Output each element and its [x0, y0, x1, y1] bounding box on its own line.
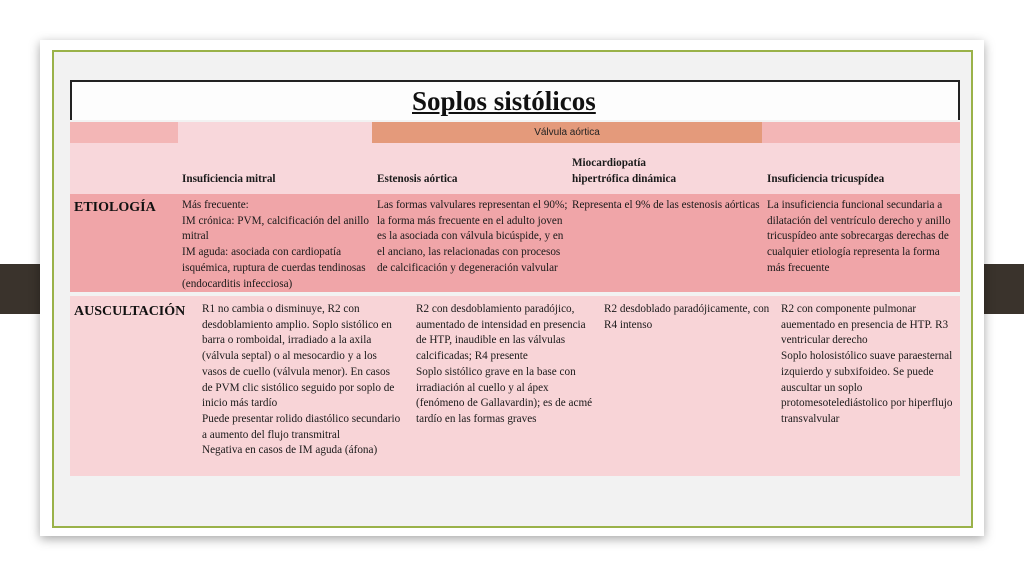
etiologia-estenosis-aortica: Las formas valvulares representan el 90%; la forma más frecuente en el adulto joven es la asociada con válvula bicúspide, y en el anciano, las relacionadas con procesos de calcificación y degeneración valvular: [377, 199, 568, 274]
column-header-insuficiencia-tricuspidea: Insuficiencia tricuspídea: [767, 173, 885, 185]
slide: [40, 40, 984, 536]
auscultacion-estenosis-aortica: R2 con desdoblamiento paradójico, aumentado de intensidad en presencia de HTP, inaudible en las válvulas calcificadas; R4 presente Soplo sistólico grave en la base con irradiación al cuello y al ápex (fenómeno de Gallavardin); es de acmé tardío en las formas graves: [416, 303, 593, 425]
page-title: Soplos sistólicos: [412, 86, 596, 116]
auscultacion-insuficiencia-tricuspidea: R2 con componente pulmonar auementado en presencia de HTP. R3 ventricular derecho Soplo holosistólico suave paraesternal izquierdo y subxifoideo. Se puede auscultar un soplo protomesotelediástolico por hiperflujo transvalvular: [781, 303, 953, 425]
row-label-etiologia: ETIOLOGÍA: [74, 200, 156, 215]
row-label-auscultacion: AUSCULTACIÓN: [74, 304, 186, 319]
title-box: [70, 80, 960, 120]
etiologia-miocardiopatia: Representa el 9% de las estenosis aórticas: [572, 199, 760, 211]
slide-frame: [52, 50, 973, 528]
column-header-miocardiopatia: Miocardiopatía hipertrófica dinámica: [572, 157, 677, 185]
etiologia-insuficiencia-tricuspidea: La insuficiencia funcional secundaria a dilatación del ventrículo derecho y anillo tricuspídeo ante sobrecargas derechas de cualquier etiología representa la forma más frecuente: [767, 199, 951, 274]
column-header-insuficiencia-mitral: Insuficiencia mitral: [182, 173, 276, 185]
column-header-estenosis-aortica: Estenosis aórtica: [377, 173, 458, 185]
valvula-aortica-subheader: Válvula aórtica: [372, 122, 762, 143]
etiologia-insuficiencia-mitral: Más frecuente: IM crónica: PVM, calcificación del anillo mitral IM aguda: asociada con cardiopatía isquémica, ruptura de cuerdas tendinosas (endocarditis infecciosa): [182, 199, 370, 290]
subheader-gap: [178, 122, 372, 143]
auscultacion-miocardiopatia: R2 desdoblado paradójicamente, con R4 intenso: [604, 303, 770, 331]
auscultacion-insuficiencia-mitral: R1 no cambia o disminuye, R2 con desdoblamiento amplio. Soplo sistólico en barra o romboidal, irradiado a la axila (válvula septal) o al mesocardio y a los vasos de cuello (válvula menor). En casos de PVM clic sistólico seguido por soplo de inicio más tardío Puede presentar rolido diastólico secundario a aumento del flujo transmitral Negativa en casos de IM aguda (áfona): [202, 303, 401, 457]
